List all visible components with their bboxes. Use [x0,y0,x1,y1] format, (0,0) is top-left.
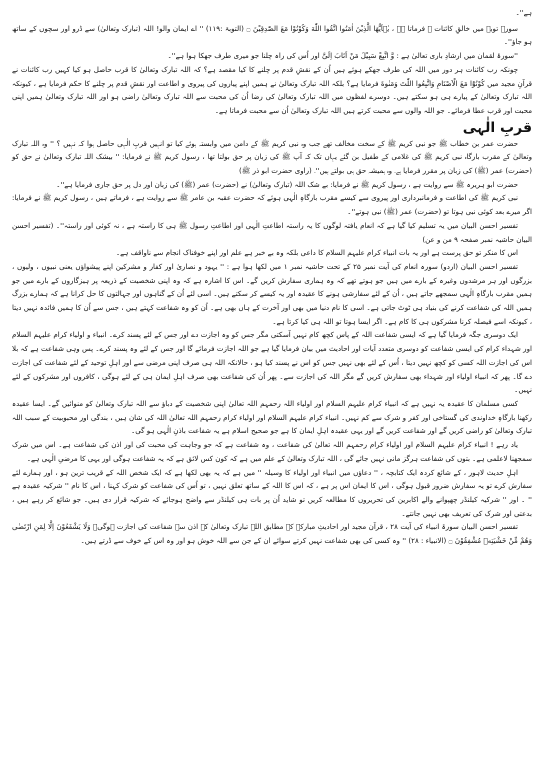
paragraph-surah-anbiya: تفسیر احسن البیان سورۃ انبیاء کی آیت ۲۸ ، قرآن مجید اور احادیثِ مبارکہ کے مطابق اللہ تبارک وتعالیٰ کے اذن سے شفاعت کی اجازت ہوگی۔ وَلَا یَشْفَعُوْنَ اِلَّا لِمَنِ ارْتَضٰی وَهُمْ مِّنْ خَشْیَتِهٖ مُشْفِقُوْنَ ۝ (الانبیاء : ۲۸) '' وہ کسی کی بھی شفاعت نہیں کرتے سوائے ان کے جن سے اللہ خوش ہو اور وہ اس کے خوف سے ڈرتے ہیں۔ [12,522,532,546]
lead-line: ہے''۔ [515,8,532,17]
paragraph-surah-luqman: ''سورۂ لقمان میں ارشادِ باری تعالیٰ ہے : وَّ اتَّبِعْ سَبِیْلَ مَنْ اَنَابَ اِلَیَّ اور اُس کی راہ چلنا جو میری طرف جھکا ہوا ہے''۔ [167,51,518,61]
paragraph-followers: چونکہ رب کائنات ہر دور میں اللہ کی طرف جھکے ہوئے ہیں اُن کے نقشِ قدم پر چلنے کا کیا مقصد ہے؟ کہ اللہ تبارک وتعالیٰ کا قرب حاصل ہو کیا کہیں رب کائنات نے قرآنِ مجید میں کُوْنُوْٓا مَعَ الْاَصْنَامِ وَاتَّبِعُوا اللّٰتَ وَمَنٰوةَ فرمایا ہے؟ بلکہ اللہ تبارک وتعالیٰ نے ہمیں اپنے پیاروں کی پیروی و اطاعت اور نقشِ قدم پر چلنے کا حکم فرمایا ہے ، کیونکہ اللہ تبارک وتعالیٰ کے پیارے ہی ہو سکتے ہیں۔ دوسرے لفظوں میں اللہ تبارک وتعالیٰ کی رضا اُن کی محبت سے اللہ تبارک وتعالیٰ راضی ہو اور اللہ تبارک وتعالیٰ ہمیں اپنی محبت اور قرب عطا فرمائے۔ جو اللہ والوں سے محبت کرتے ہیں اللہ تبارک وتعالیٰ اُن سے محبت فرماتا ہے۔ [12,64,532,115]
paragraph-ahl-hadith: اہلِ حدیث لاہور ، کے شائع کردہ ایک کتابچہ ، '' دعاؤں میں انبیاء اور اولیاء کا وسیلہ '' میں ہے کہ یہ بھی لکھا ہے کہ ایک شخص اللہ کے قریب ترین ہو ، اور ہمارے لئے سفارش کرے تو یہ سفارش ضرور قبول ہوگی ، اس کا ایمان اس پر ہے ، کہ اس کا اللہ کے ساتھ تعلق نہیں ، تو اُس کی شفاعت کو شرک کہنا ، اس کا نام '' شرکیہ عقیدہ ہے '' ۔ اور '' شرکیہ کیلنڈر چھپوانے والے اکابرین کی تحریروں کا مطالعہ کریں تو شاید اُن پر بات ہی کیلنڈر سے واضح ہوجائے کہ شرکیہ قرار دی ہیں۔ جو شائع کر رہے ہیں ، بدعتی اور شرک کی تعریف بھی نہیں جانتے۔ [12,467,532,518]
paragraph-tafsir-anaam: تفسیر احسن البیان (اردو) سورہ انعام کی آیت نمبر ۲۵ کے تحت حاشیہ نمبر ۱ میں لکھا ہوا ہے : '' یہود و نصاریٰ اور کفار و مشرکین اپنے پیشواؤں یعنی نبیوں ، ولیوں ، بزرگوں اور ہر مرشدوں وغیرہ کے بارے میں ہیں جو ہوتے تھے کہ وہ ہماری سفارش کریں گے۔ اس کا اشارہ ہے کہ وہ اپنی شخصیت کے ذریعہ پر ہیزگاروں کے بارے میں جو ہمیں مقرب بارگاہِ الٰہی سمجھے جاتے ہیں ، اُن کے لئے سفارشی ہونے کا عقیدہ اور یہ کیسے کر سکتے ہیں۔ اسی لئے اُن کے گناہوں اور جہالتوں کا حل کرانا ہے کہ ہمارے بزرگ ہمیں اللہ کی شفاعت کرنے کی بنیاد ہی ٹوٹ جاتی ہے۔ اسی کا نام دنیا میں بھی اور آخرت کے ہاں بھی ہے۔ اُن کو وہ شفاعت کہتے ہیں ، جس سے اُن کا ہمیں فائدہ نہیں دیتا ، کیونکہ اسے فیصلہ کرنا مشرکوں ہی کا کام ہے۔ اگر ایسا ہوتا تو اللہ ہی کیا کرتا ہے۔ [12,261,532,326]
section-heading: قربِ الٰہی [462,119,532,136]
paragraph-uqba: نبی کریم ﷺ کی اطاعت و فرمانبرداری اور پیروی سے کیسے مقرب بارگاہِ الٰہی ہوئے کہ حضرت عقبہ بن عامر ﷺ سے روایت ہے ، فرماتے ہیں ، رسول کریم ﷺ نے فرمایا: اگر میرے بعد کوئی نبی ہوتا تو (حضرت) عمر (ﷺ) نبی ہوتے''۔ [12,193,532,217]
paragraph-another-place: ایک دوسری جگہ فرمایا گیا ہے کہ ایسی شفاعت اللہ کے پاس کچھ کام نہیں آسکتی مگر جس کو وہ اجازت دے اور جس کے لئے پسند کرے۔ انبیاء و اولیاء کرام علیہم السلام اور شہداء کرام کی ایسی شفاعت کو دوسری متعدد آیات اور احادیث میں بیان فرمایا گیا ہے جو اللہ اجازت فرمائے گا اور جس کے لئے وہ پسند کرے۔ پس وہی شفاعت ہے کہ بلا اس کی اجازت اللہ کسی کو کچھ نہیں دیتا ، اُس کے لئے بھی نہیں جس کو اس نے پسند کیا ہو ، حالانکہ اللہ ہی صرف اپنی مرضی سے اور اہلِ توحید کے لئے شفاعت کی اجازت دے گا۔ پھر کہ انبیاء اولیاء اور شہداء بھی سفارش کریں گے مگر اللہ کی اجازت سے۔ پھر اُن کی شفاعت بھی صرف اہلِ ایمان ہی کے لئے ہوگی ، کافروں اور مشرکوں کے لئے نہیں۔ [12,330,532,395]
paragraph-surah-tauba: سورۂ توبہ میں خالقِ کائنات ﷺ فرماتا ہے ، یٰۤاَیُّهَا الَّذِیْنَ اٰمَنُوا اتَّقُوا اللّٰهَ وَكُوْنُوْا مَعَ الصّٰدِقِیْنَ ۝ (التوبۃ :۱۱۹) '' اے ایمان والو! اللہ (تبارک وتعالیٰ) سے ڈرو اور سچوں کے ساتھ ہو جاؤ''۔ [12,23,532,47]
paragraph-denier: اس کا منکر تو حق پرست ہے اور یہ بات انبیاء کرام علیہم السلام کا داعی بلکہ وہ بے خبر ہے علم اور اپنے خوفناک انجام سے ناواقف ہے۔ [115,248,518,258]
paragraph-muslim-belief: کسی مسلمان کا عقیدہ یہ نہیں ہے کہ انبیاء کرام علیہم السلام اور اولیاء اللہ رحمہم اللہ تعالیٰ اپنی شخصیت کے دباؤ سے اللہ تبارک وتعالیٰ کو منوائیں گے۔ ایسا عقیدہ رکھنا بارگاہِ خداوندی کی گستاخی اور کفر و شرک سے کم نہیں۔ انبیاء کرام علیہم السلام اور اولیاء کرام رحمہم اللہ تعالیٰ اللہ کی شان ہیں ، بندگی اور محبوبیت کے سبب اللہ تبارک وتعالیٰ کو راضی کریں گے اور شفاعت کریں گے اور یہی عقیدہ اہلِ ایمان کا ہے جو صحیح اسلام ہے یہ شفاعت باذنِ الٰہی ہو گی۔ [12,398,532,436]
paragraph-ahsan-bayan: تفسیر احسن البیان میں یہ تسلیم کیا گیا ہے کہ انعام یافتہ لوگوں کا یہ راستہ اطاعتِ الٰہی اور اطاعتِ رسول ﷺ ہی کا راستہ ہے ، نہ کوئی اور راستہ''۔ (تفسیر احسن البیان حاشیہ نمبر صفحہ ۹ من و عن) [12,220,532,244]
paragraph-remember: یاد رہے ! انبیاء کرام علیہم السلام اور اولیاء کرام رحمہم اللہ تعالیٰ کی شفاعت ، وہ شفاعت ہے کہ جو وجاہت کی محبت کی اور اذن کی شفاعت ہے۔ اس میں شرک سمجھنا لاعلمی ہے۔ بتوں کی شفاعت ہرگز مانی نہیں جائے گی ، اللہ تبارک وتعالیٰ کے علم میں ہے کہ کون کس لائق ہے کہ یہ شفاعت ہوگی اور یہی کا مرضیِ الٰہی ہے۔ [12,440,532,463]
paragraph-umar: حضرت عمر بن خطاب ﷺ جو نبی کریم ﷺ کے سخت مخالف تھے جب وہ نبی کریم ﷺ کے دامن میں وابستہ ہوئے کیا تو انہیں قربِ الٰہی حاصل ہوا کہ نہیں ؟ '' وہ اللہ تبارک وتعالیٰ کے مقرب بارگاہ نبی کریم ﷺ کی غلامی کے طفیل بن گئے یہاں تک کہ آپ ﷺ کی زبان پر حق بولتا تھا ، رسول کریم ﷺ نے فرمایا: '' بیشک اللہ تبارک وتعالیٰ نے حق کو (حضرت) عمر (ﷺ) کی زبان پر مقرر فرمایا ہے۔ وہ ہمیشہ حق ہی بولتے ہیں''۔ (راوی حضرت ابو ذر ﷺ) [12,138,532,176]
paragraph-abu-huraira: حضرت ابو ہریرہ ﷺ سے روایت ہے ، رسول کریم ﷺ نے فرمایا: بے شک اللہ (تبارک وتعالیٰ) نے (حضرت) عمر (ﷺ) کی زبان اور دل پر حق جاری فرمایا ہے''۔ [56,179,518,189]
